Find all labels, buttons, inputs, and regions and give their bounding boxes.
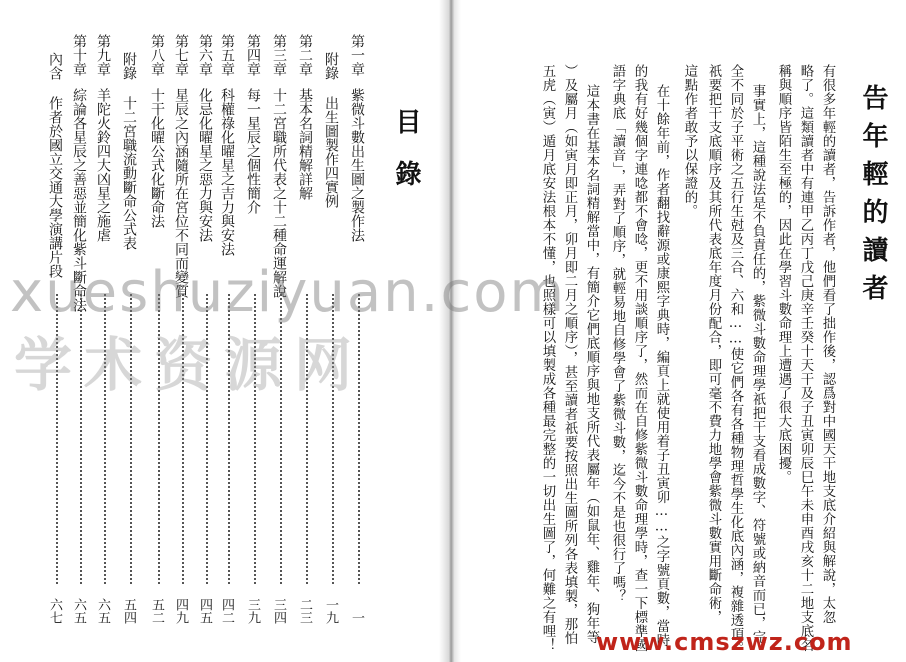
watermark-cjk: 学术资源网 [14,331,365,399]
toc-page-number: 四五 [197,598,212,624]
toc-chapter: 第三章 [271,34,287,76]
toc-entry-title: 十干化曜公式化斷命法 [149,88,165,228]
preface-column: 在十餘年前，作者翻找辭源或康熙字典時，編頁上就使用着子丑寅卯……之字號頁數，當時 [654,84,669,648]
toc-entry-title: 化忌化曜星之惡力與安法 [197,88,213,242]
toc-page-number: 二三 [297,598,312,624]
preface-title: 告年輕的讀者 [858,84,888,312]
watermark-url: www.cmszwz.com [596,628,853,656]
toc-page-number: 五四 [121,598,136,624]
preface-column: 祇要把干支底順序及其所代表底年度月份配合，即可毫不費力地學會紫微斗數實用斷命術， [706,64,721,624]
toc-page-number: 一九 [323,598,338,624]
toc-page-number: 六五 [95,598,110,624]
toc-page-number: 五二 [149,598,164,624]
toc-chapter: 第六章 [197,34,213,76]
preface-column: 語字典底「讀音」，弄對了順序，就輕易地自修學會了紫微斗數，迄今不是也很行了嗎？ [610,64,625,604]
toc-chapter: 第四章 [245,34,261,76]
toc-entry-title: 附錄 出生圖製作四實例 [323,52,339,208]
toc-chapter: 第九章 [95,34,111,76]
preface-column: 這點作者敢予以保證的。 [682,64,697,218]
preface-column: 五虎（寅）遁月底安法根本不懂，也照樣可以填製成各種最完整的一切出生圖了，何難之有哩！ [540,64,555,652]
toc-page-number: 三四 [271,598,286,624]
preface-column: 略了。這類讀者中有連甲乙丙丁戊己庚辛壬癸十天干及子丑寅卯辰巳午未申酉戌亥十二地支底名 [798,64,813,652]
toc-chapter: 第七章 [173,34,189,76]
toc-page-number: 一 [349,611,364,624]
preface-column: 的我有好幾個字連唸都不會唸，更不用談順序了，然而在自修紫微斗數命理學時，查一下標準國 [632,64,647,652]
toc-page-number: 六五 [71,598,86,624]
preface-column: 稱與順序皆陌生至極的，因此在學習斗數命理上遭遇了很大底困擾。 [776,64,791,484]
preface-column: 這本書在基本名詞精解當中，有簡介它們底順序與地支所代表屬年（如鼠年、雞年、狗年等 [584,84,599,644]
toc-entry-title: 內含 作者於國立交通大學演講片段 [47,52,63,278]
toc-entry-title: 紫微斗數出生圖之製作法 [349,88,365,242]
preface-column: 全不同於子平術之五行生尅及三合、六和……使它們各有各種物理哲學生化底內涵，複雜透頂。 [728,64,743,656]
toc-entry-title: 附錄 十二宮職流動斷命公式表 [121,52,137,250]
toc-page-number: 四二 [219,598,234,624]
toc-entry-title: 科權祿化曜星之吉力與安法 [219,88,235,256]
toc-chapter: 第十章 [71,34,87,76]
preface-column: 事實上，這種說法是不負責任的，紫微斗數命理學祇把干支看成數字、符號或納音而已，完 [750,84,765,644]
toc-title: 目錄 [391,108,421,212]
watermark-latin: xueshuziyuan.com [10,260,567,325]
toc-entry-title: 基本名詞精解詳解 [297,88,313,200]
toc-chapter: 第一章 [349,34,365,76]
toc-chapter: 第二章 [297,34,313,76]
toc-entry-title: 每一星辰之個性簡介 [245,88,261,214]
toc-chapter: 第八章 [149,34,165,76]
toc-page-number: 四九 [173,598,188,624]
toc-entry-title: 十二宮職所代表之十二種命運解說 [271,88,287,298]
toc-entry-title: 綜論各星辰之善惡並簡化紫斗斷命法 [71,88,87,312]
toc-entry-title: 羊陀火鈴四大凶星之施虐 [95,88,111,242]
preface-column: ）及屬月（如寅月即正月，卯月即二月之順序），甚至讀者祇要按照出生圖所列各表填製，那怕 [562,64,577,646]
toc-page-number: 三九 [245,598,260,624]
toc-entry-title: 星辰之內涵隨所在宮位不同而變質 [173,88,189,298]
toc-chapter: 第五章 [219,34,235,76]
preface-column: 有很多年輕的讀者，告訴作者，他們看了拙作後，認爲對中國天干地支底介紹與解說，太忽 [820,64,835,624]
toc-page-number: 六七 [47,598,62,624]
